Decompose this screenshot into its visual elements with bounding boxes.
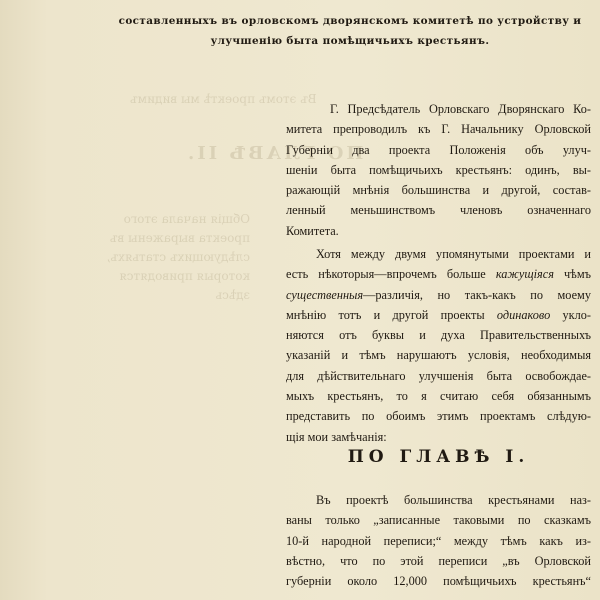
italic-emphasis: одинаково (496, 307, 551, 322)
text-line: есть нѣкоторыя—впрочемъ больше кажущіяся чѣмъ (286, 267, 592, 282)
text-line: указаній и тѣмъ нарушаютъ условія, необходимыя (286, 348, 591, 363)
paragraph-chapter-one (286, 490, 591, 591)
text-line: представить по обоимъ этимъ проектамъ слѣдую- (286, 409, 591, 424)
text-line: Г. Предсѣдатель Орловскаго Дворянскаго Ко- (330, 102, 591, 116)
paragraph-remarks (286, 244, 591, 447)
header-line: составленныхъ въ орловскомъ дворянскомъ комитетѣ по устройству и (118, 15, 582, 27)
text-line: Губерніи два проекта Положенія объ улуч- (286, 142, 591, 157)
text-line: шеніи быта помѣщичьихъ крестьянъ: одинъ, вы- (286, 162, 591, 177)
italic-emphasis: существенныя (286, 287, 364, 302)
text-line: щія мои замѣчанія: (286, 429, 387, 444)
bleed-through-heading: ПО ГЛАВѢ II. (185, 143, 364, 164)
text-line: няются отъ буквы и духа Правительственныхъ (286, 328, 591, 343)
text-line: существенныя—различія, но такъ-какъ по моему (286, 287, 591, 302)
bleed-through-text: Въ этомъ проектѣ мы видимъ (130, 92, 317, 106)
text-line: 10-й народной переписи;“ между тѣмъ какъ из- (286, 533, 591, 548)
text-line: Въ проектѣ большинства крестьянами наз- (316, 493, 591, 507)
text-line: ленный меньшинствомъ членовъ означеннаго (286, 203, 591, 218)
text-line: вѣстно, что по этой переписи „въ Орловской (286, 553, 591, 568)
running-header (110, 11, 590, 51)
text-line: Хотя между двумя упомянутыми проектами и (316, 247, 591, 261)
text-line: ваны только „записанные таковыми по сказкамъ (286, 513, 591, 528)
paragraph-intro (286, 99, 591, 241)
text-line: губерніи около 12,000 помѣщичьихъ крестьянъ“ (286, 574, 591, 589)
text-line: мнѣнію тотъ и другой проекты одинаково укло- (286, 307, 592, 322)
text-line: для дѣйствительнаго улучшенія быта освобождае- (286, 368, 591, 383)
italic-emphasis: кажущіяся (495, 267, 554, 282)
text-line: Комитета. (286, 223, 339, 238)
text-line: мыхъ крестьянъ, то я считаю себя обязаннымъ (286, 389, 591, 404)
text-line: ражающій мнѣнія большинства и другой, состав- (286, 183, 591, 198)
header-line: улучшенію быта помѣщичьихъ крестьянъ. (210, 35, 490, 47)
text-line: митета препроводилъ къ Г. Начальнику Орловской (286, 122, 591, 137)
chapter-heading: ПО ГЛАВѢ I. (347, 447, 530, 467)
bleed-through-text: Общія начала этого проекта выражены въ слѣдующихъ статьяхъ, которыя приводятся здѣсь (106, 212, 250, 302)
